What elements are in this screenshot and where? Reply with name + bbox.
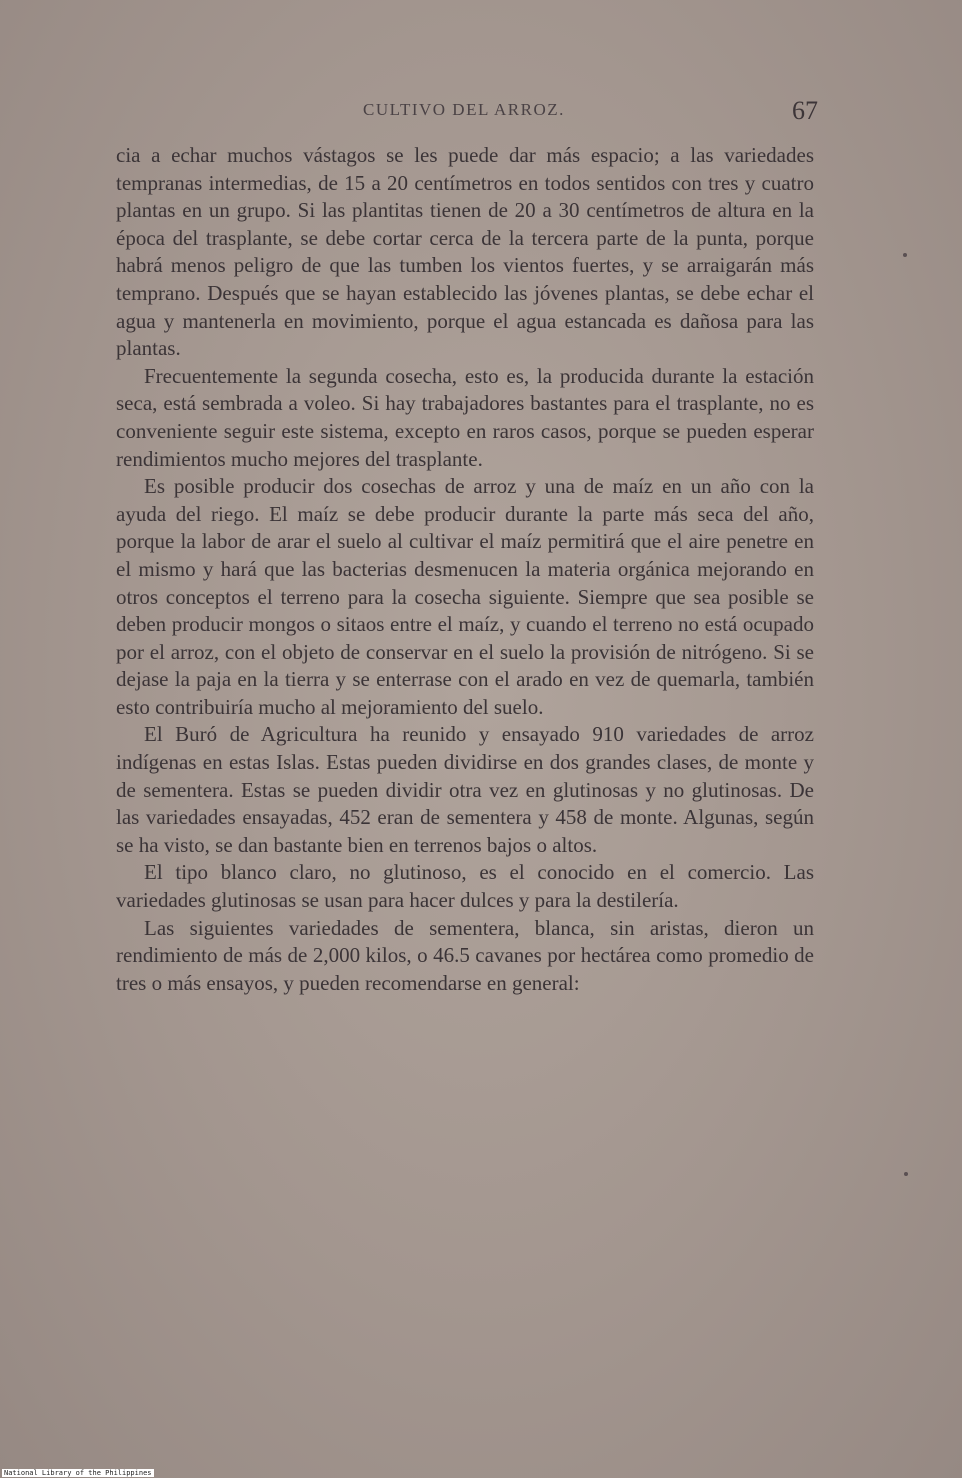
body-text: [116, 142, 814, 997]
paragraph-1: cia a echar muchos vástagos se les puede dar más espacio; a las variedades tempranas intermedias, de 15 a 20 centímetros en todos sentidos con tres y cuatro plantas en un grupo. Si las plantitas tienen de 20 a 30 centímetros de altura en la época del trasplante, se debe cortar cerca de la tercera parte de la punta, porque habrá menos peligro de que las tumben los vientos fuertes, y se arraigarán más temprano. Después que se hayan establecido las jóvenes plantas, se debe echar el agua y mantenerla en movimiento, porque el agua estancada es dañosa para las plantas.: [116, 143, 814, 361]
paragraph-4: El Buró de Agricultura ha reunido y ensayado 910 variedades de arroz indígenas en estas Islas. Estas pueden dividirse en dos grandes clases, de monte y de sementera. Estas se pueden dividir otra vez en glutinosas y no glutinosas. De las variedades ensayadas, 452 eran de sementera y 458 de monte. Algunas, según se ha visto, se dan bastante bien en terrenos bajos o altos.: [116, 722, 814, 857]
paragraph-6: Las siguientes variedades de sementera, blanca, sin aristas, dieron un rendimiento de más de 2,000 kilos, o 46.5 cavanes por hectárea como promedio de tres o más ensayos, y pueden recomendarse en general:: [116, 915, 814, 995]
running-title: CULTIVO DEL ARROZ.: [363, 100, 565, 119]
paper-speck: [904, 1172, 908, 1176]
paragraph-3: Es posible producir dos cosechas de arroz y una de maíz en un año con la ayuda del riego. El maíz se debe producir durante la parte más seca del año, porque la labor de arar el suelo al cultivar el maíz permitirá que el aire penetre en el mismo y hará que las bacterias desmenucen la materia orgánica mejorando en otros conceptos el terreno para la cosecha siguiente. Siempre que sea posible se deben producir mongos o sitaos entre el maíz, y cuando el terreno no está ocupado por el arroz, con el objeto de conservar en el suelo la provisión de nitrógeno. Si se dejase la paja en la tierra y se enterrase con el arado en vez de quemarla, también esto contribuiría mucho al mejoramiento del suelo.: [116, 474, 814, 719]
page-number: 67: [792, 96, 818, 125]
paragraph-5: El tipo blanco claro, no glutinoso, es el conocido en el comercio. Las variedades glutinosas se usan para hacer dulces y para la destilería.: [116, 860, 814, 913]
running-head: [118, 96, 818, 130]
paper-speck: [903, 253, 907, 257]
library-credit: National Library of the Philippines: [4, 1469, 152, 1477]
paragraph-2: Frecuentemente la segunda cosecha, esto es, la producida durante la estación seca, está sembrada a voleo. Si hay trabajadores bastantes para el trasplante, no es conveniente seguir este sistema, excepto en raros casos, porque se pueden esperar rendimientos mucho mejores del trasplante.: [116, 363, 814, 471]
